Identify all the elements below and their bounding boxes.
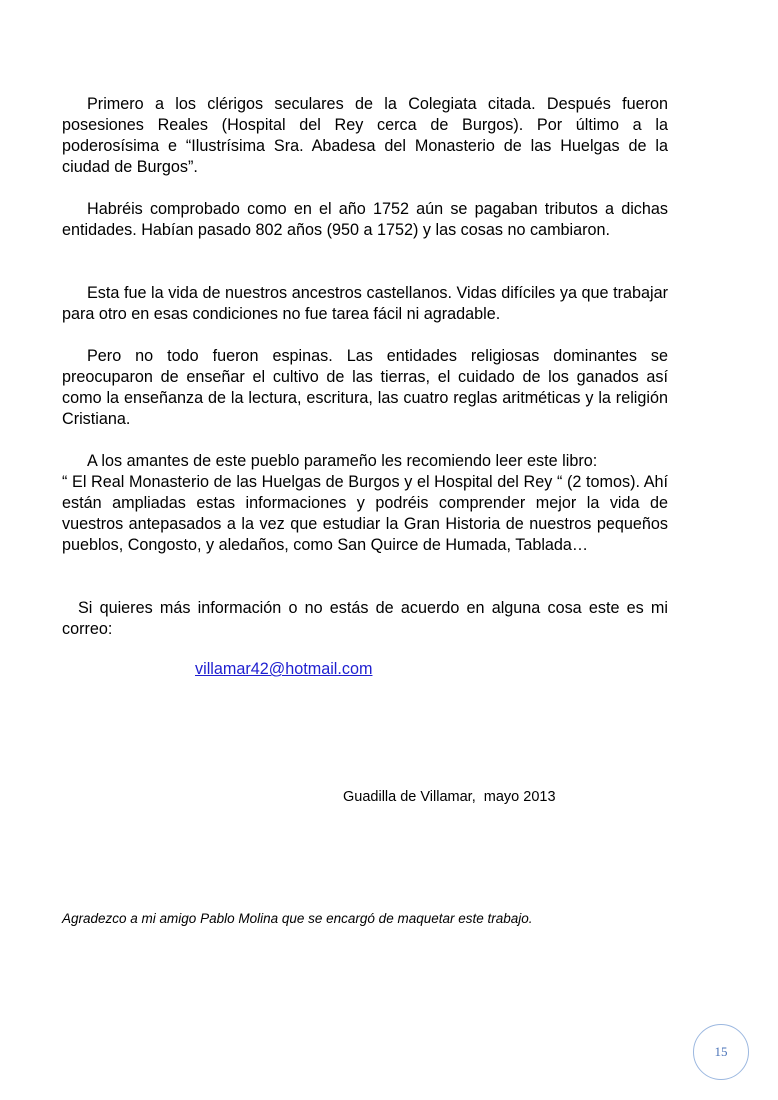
page-number: 15: [714, 1044, 728, 1059]
paragraph-1: Primero a los clérigos seculares de la Colegiata citada. Después fueron posesiones Reales (Hospital del Rey cerca de Burgos). Por último a la poderosísima e “Ilustrísima Sra. Abadesa del Monasterio de las Huelgas de la ciudad de Burgos”.: [62, 95, 668, 176]
paragraph-6: “ El Real Monasterio de las Huelgas de Burgos y el Hospital del Rey “ (2 tomos). Ahí están ampliadas estas informaciones y podréis comprender mejor la vida de vuestros antepasados a la vez que estudiar la Gran Historia de nuestros pequeños pueblos, Congosto, y aledaños, como San Quirce de Humada, Tablada…: [62, 473, 668, 554]
acknowledgement: Agradezco a mi amigo Pablo Molina que se encargó de maquetar este trabajo.: [62, 911, 533, 926]
signature-line: Guadilla de Villamar, mayo 2013: [343, 789, 556, 805]
paragraph-4: Pero no todo fueron espinas. Las entidades religiosas dominantes se preocuparon de enseñar el cultivo de las tierras, el cuidado de los ganados así como la enseñanza de la lectura, escritura, las cuatro reglas aritméticas y la religión Cristiana.: [62, 347, 668, 428]
paragraph-5: A los amantes de este pueblo parameño les recomiendo leer este libro:: [87, 452, 598, 470]
paragraph-3: Esta fue la vida de nuestros ancestros castellanos. Vidas difíciles ya que trabajar para otro en esas condiciones no fue tarea fácil ni agradable.: [62, 284, 668, 323]
paragraph-2: Habréis comprobado como en el año 1752 aún se pagaban tributos a dichas entidades. Habían pasado 802 años (950 a 1752) y las cosas no cambiaron.: [62, 200, 668, 239]
page-number-badge: [693, 1024, 749, 1080]
paragraph-7: Si quieres más información o no estás de acuerdo en alguna cosa este es mi correo:: [62, 599, 668, 638]
email-link[interactable]: villamar42@hotmail.com: [195, 660, 373, 678]
